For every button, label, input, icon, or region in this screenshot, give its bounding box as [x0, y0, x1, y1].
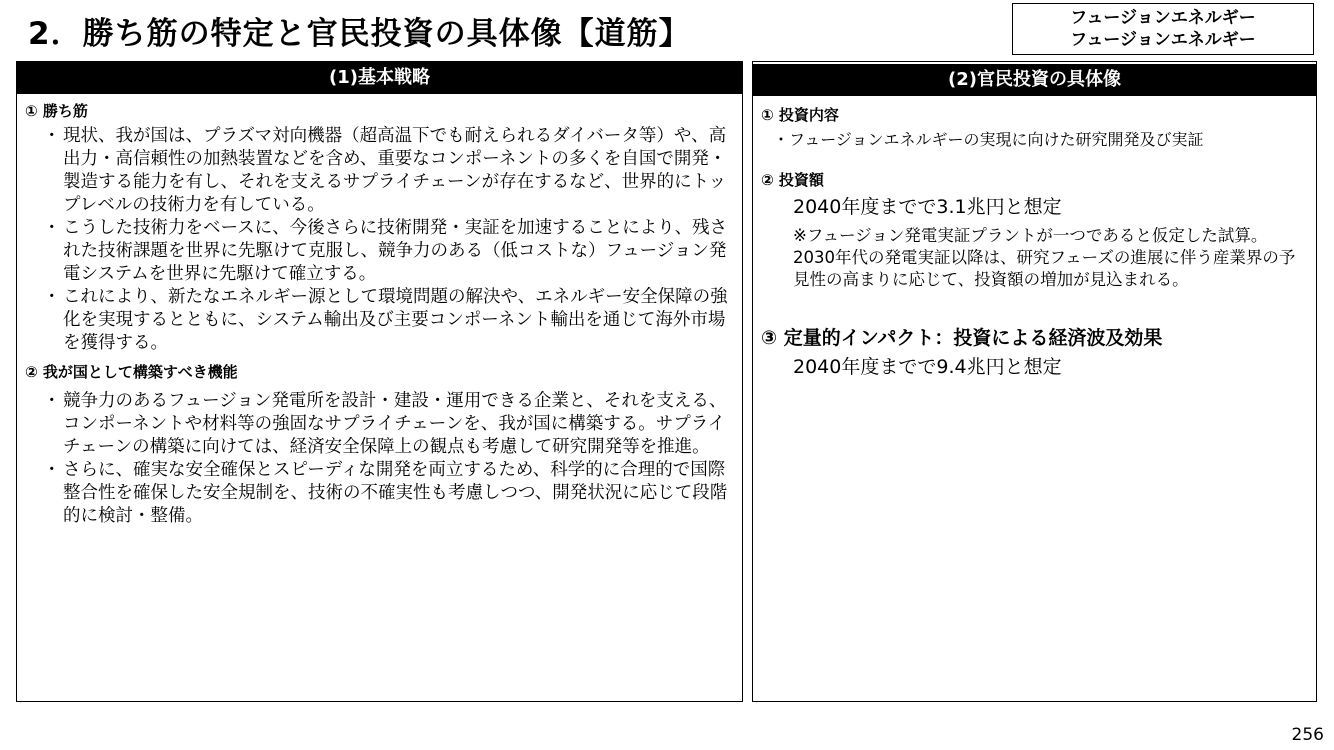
investment-panel: [752, 61, 1317, 702]
list-item: ・ こうした技術力をベースに、今後さらに技術開発・実証を加速することにより、残された技術課題を世界に先駆けて克服し、競争力のある（低コストな）フュージョン発電システムを世界に先駆けて確立する。: [25, 217, 734, 286]
investment-amount-value: 2040年度までで3.1兆円と想定: [793, 196, 1062, 218]
list-item: ・ フュージョンエネルギーの実現に向けた研究開発及び実証: [761, 129, 1308, 151]
category-tag: [1012, 3, 1314, 55]
category-tag-line-2: フュージョンエネルギー: [1070, 30, 1256, 50]
required-functions-list: [25, 390, 734, 528]
investment-amount-heading: ② 投資額: [761, 171, 824, 189]
page-title: 2．勝ち筋の特定と官民投資の具体像【道筋】: [28, 16, 691, 52]
investment-body: [753, 96, 1316, 380]
list-item: ・ 競争力のあるフュージョン発電所を設計・建設・運用できる企業と、それを支える、コンポーネントや材料等の強固なサプライチェーンを、我が国に構築する。サプライチェーンの構築に向けては、経済安全保障上の観点も考慮して研究開発等を推進。: [25, 390, 734, 459]
winning-strategy-list: [25, 125, 734, 355]
investment-amount-note: ※フュージョン発電実証プラントが一つであると仮定した試算。2030年代の発電実証以降は、研究フェーズの進展に伴う産業界の予見性の高まりに応じて、投資額の増加が見込まれる。: [793, 226, 1296, 289]
investment-content-heading: ① 投資内容: [761, 106, 839, 124]
page-number: 256: [1291, 725, 1324, 745]
list-item: ・ これにより、新たなエネルギー源として環境問題の解決や、エネルギー安全保障の強化を実現するとともに、システム輸出及び主要コンポーネント輸出を通じて海外市場を獲得する。: [25, 286, 734, 355]
basic-strategy-header: (1)基本戦略: [17, 62, 742, 94]
required-functions-heading: ② 我が国として構築すべき機能: [25, 363, 238, 381]
investment-header: (2)官民投資の具体像: [753, 64, 1316, 96]
basic-strategy-panel: [16, 61, 743, 702]
category-tag-line-1: フュージョンエネルギー: [1070, 8, 1256, 28]
list-item: ・ 現状、我が国は、プラズマ対向機器（超高温下でも耐えられるダイバータ等）や、高出力・高信頼性の加熱装置などを含め、重要なコンポーネントの多くを自国で開発・製造する能力を有し、それを支えるサプライチェーンが存在するなど、世界的にトップレベルの技術力を有している。: [25, 125, 734, 217]
investment-content-list: [761, 129, 1308, 151]
economic-impact-heading: ③ 定量的インパクト：投資による経済波及効果: [761, 327, 1163, 349]
list-item: ・ さらに、確実な安全確保とスピーディな開発を両立するため、科学的に合理的で国際整合性を確保した安全規制を、技術の不確実性も考慮しつつ、開発状況に応じて段階的に検討・整備。: [25, 459, 734, 528]
economic-impact-value: 2040年度までで9.4兆円と想定: [793, 356, 1062, 378]
winning-strategy-heading: ① 勝ち筋: [25, 102, 88, 120]
basic-strategy-body: [17, 94, 742, 528]
